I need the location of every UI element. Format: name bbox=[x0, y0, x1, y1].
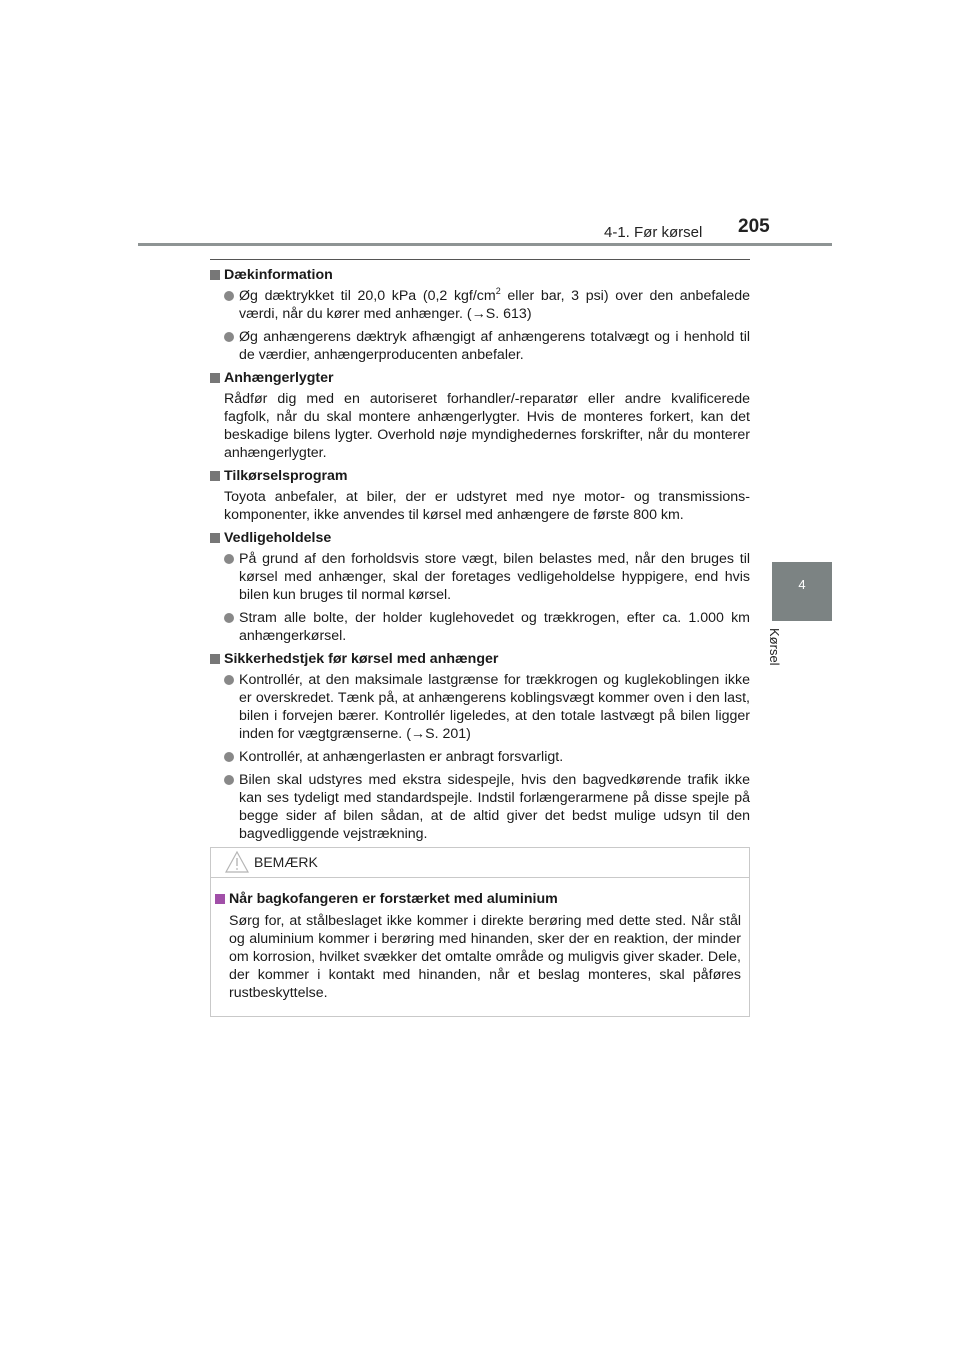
bullet-item bbox=[210, 328, 750, 364]
bullet-text: På grund af den forholdsvis store vægt, bilen belastes med, når den bruges til kørsel med anhænger, skal der foretages vedligeholdelse hyppigere, end hvis bilen kun bruges til normal kørsel. bbox=[239, 551, 750, 603]
round-bullet-icon bbox=[224, 554, 234, 564]
content-rule bbox=[210, 259, 750, 260]
chapter-tab[interactable] bbox=[772, 562, 832, 621]
square-bullet-icon bbox=[210, 373, 220, 383]
chapter-number: 4 bbox=[798, 577, 806, 592]
bullet-text: Øg anhængerens dæktryk afhængigt af anhængerens totalvægt og i henhold til de værdier, anhængerproducenten anbefaler. bbox=[239, 329, 750, 363]
section-heading bbox=[210, 650, 750, 668]
square-bullet-icon bbox=[210, 654, 220, 664]
section-trailer-lights bbox=[210, 369, 750, 462]
notice-heading bbox=[215, 890, 741, 908]
section-tire-info bbox=[210, 266, 750, 364]
bullet-item bbox=[210, 609, 750, 645]
page-number: 205 bbox=[738, 216, 770, 237]
square-bullet-icon bbox=[210, 533, 220, 543]
square-bullet-icon bbox=[210, 270, 220, 280]
section-label: 4-1. Før kørsel bbox=[604, 224, 703, 241]
section-heading-text: Vedligeholdelse bbox=[224, 530, 332, 546]
bullet-text: Kontrollér, at den maksimale lastgrænse for trækkrogen og kuglekoblingen ikke er overskredet. Tænk på, at anhængerens koblingsvægt kommer oven i den last, bilen i forvejen bærer. Kontrollér ligeledes, at den totale lastvægt på bilen ligger inden for vægtgrænserne. (→S. 201) bbox=[239, 672, 750, 742]
chapter-label bbox=[767, 628, 800, 688]
notice-heading-text: Når bagkofangeren er forstærket med aluminium bbox=[229, 891, 558, 907]
section-safety-check bbox=[210, 650, 750, 843]
round-bullet-icon bbox=[224, 613, 234, 623]
bullet-item bbox=[210, 550, 750, 604]
section-break-in bbox=[210, 467, 750, 524]
notice-box bbox=[210, 847, 750, 1017]
bullet-text-post[interactable]: eller bar, 3 psi) over den anbefalede værdi, når du kører med anhænger. (→S. 613) bbox=[239, 288, 750, 322]
round-bullet-icon bbox=[224, 332, 234, 342]
superscript: 2 bbox=[495, 286, 501, 296]
notice-title: BEMÆRK bbox=[254, 854, 318, 870]
bullet-item bbox=[210, 748, 750, 766]
notice-body bbox=[215, 890, 741, 1002]
section-heading-text: Dækinformation bbox=[224, 267, 333, 283]
round-bullet-icon bbox=[224, 675, 234, 685]
notice-paragraph: Sørg for, at stålbeslaget ikke kommer i direkte berøring med dette sted. Når stål og aluminium kommer i berøring med hinanden, sker der en reaktion, der minder om korrosion, hvilket svækker det omtalte område og muligvis giver skader. Dele, der kommer i kontakt med hinanden, når et beslag monteres, skal påføres rustbeskyttelse. bbox=[229, 913, 741, 1001]
section-heading-text: Anhængerlygter bbox=[224, 370, 334, 386]
bullet-item bbox=[210, 287, 750, 323]
section-heading bbox=[210, 369, 750, 387]
bullet-text: Bilen skal udstyres med ekstra sidespejle, hvis den bagvedkørende trafik ikke kan ses tydeligt med standardspejle. Indstil forlængerarmene på disse spejle på begge sider af bilen sådan, at de altid giver det bedst mulige udsyn til den bagvedliggende vejstrækning. bbox=[239, 772, 750, 842]
round-bullet-icon bbox=[224, 752, 234, 762]
section-heading-text: Tilkørselsprogram bbox=[224, 468, 348, 484]
round-bullet-icon bbox=[224, 291, 234, 301]
header-rule bbox=[138, 243, 832, 246]
section-maintenance bbox=[210, 529, 750, 645]
bullet-item bbox=[210, 671, 750, 743]
square-bullet-icon bbox=[215, 894, 225, 904]
main-content bbox=[210, 266, 750, 848]
section-heading bbox=[210, 529, 750, 547]
bullet-text: Stram alle bolte, der holder kuglehovedet og trækkrogen, efter ca. 1.000 km anhængerkørsel. bbox=[239, 610, 750, 644]
bullet-text: Kontrollér, at anhængerlasten er anbragt forsvarligt. bbox=[239, 749, 564, 765]
section-paragraph: Toyota anbefaler, at biler, der er udstyret med nye motor- og transmissions-komponenter, ikke anvendes til kørsel med anhængere de første 800 km. bbox=[224, 489, 750, 523]
chapter-label-text: Kørsel bbox=[767, 628, 782, 666]
bullet-text-pre: Øg dæktrykket til 20,0 kPa (0,2 kgf/cm bbox=[239, 288, 496, 304]
notice-header bbox=[211, 848, 749, 878]
bullet-item bbox=[210, 771, 750, 843]
section-heading bbox=[210, 467, 750, 485]
section-heading-text: Sikkerhedstjek før kørsel med anhænger bbox=[224, 651, 499, 667]
section-heading bbox=[210, 266, 750, 284]
square-bullet-icon bbox=[210, 471, 220, 481]
section-paragraph: Rådfør dig med en autoriseret forhandler/-reparatør eller andre kvalificerede fagfolk, når du skal montere anhængerlygter. Hvis de monteres forkert, kan det beskadige bilens lygter. Overhold nøje myndighedernes forskrifter, når du monterer anhængerlygter. bbox=[224, 391, 750, 461]
round-bullet-icon bbox=[224, 775, 234, 785]
warning-triangle-icon bbox=[225, 851, 249, 873]
page-header bbox=[0, 0, 960, 250]
